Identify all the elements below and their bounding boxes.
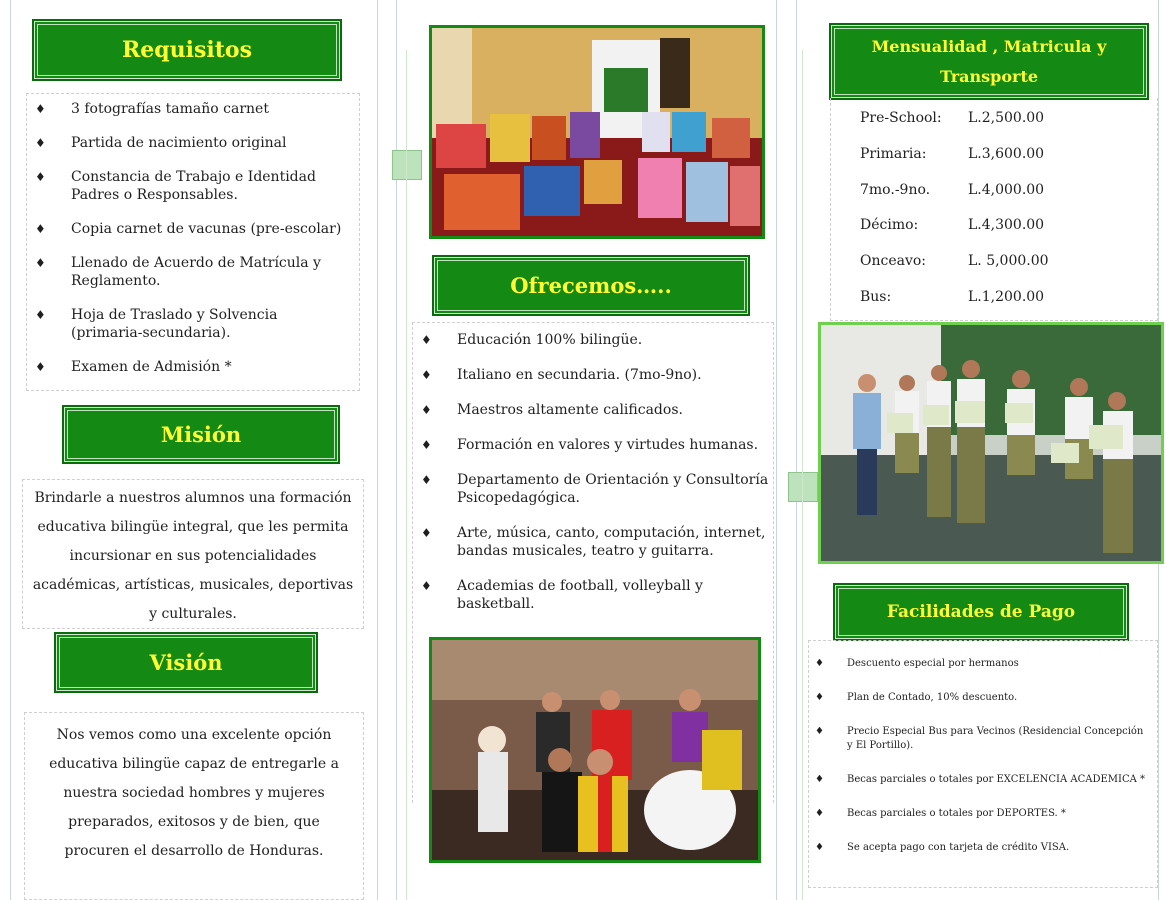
list-item: ♦ Copia carnet de vacunas (pre-escolar) xyxy=(35,221,342,237)
ofrecemos-title: Ofrecemos….. xyxy=(510,273,672,298)
requisitos-box xyxy=(26,93,360,391)
bullet-icon: ♦ xyxy=(815,842,824,853)
bullet-icon: ♦ xyxy=(815,774,824,785)
column-guide xyxy=(377,0,378,900)
list-item: ♦ Maestros altamente calificados. xyxy=(421,402,683,418)
list-item: ♦ Arte, música, canto, computación, internet, bandas musicales, teatro y guitarra. xyxy=(421,525,766,559)
mensualidad-header xyxy=(829,23,1149,100)
mision-header xyxy=(62,405,340,464)
bullet-icon: ♦ xyxy=(35,256,46,270)
list-item: ♦ Educación 100% bilingüe. xyxy=(421,332,643,348)
bullet-icon: ♦ xyxy=(35,170,46,184)
price-label: Décimo: xyxy=(860,217,919,233)
list-item: ♦ Precio Especial Bus para Vecinos (Residencial Concepción y El Portillo). xyxy=(815,726,1144,751)
bullet-icon: ♦ xyxy=(421,526,432,540)
price-value: L. 5,000.00 xyxy=(968,253,1049,269)
list-item: ♦ Examen de Admisión * xyxy=(35,359,232,375)
list-item: ♦ Becas parciales o totales por EXCELENCIA ACADEMICA * xyxy=(815,774,1146,785)
vision-title: Visión xyxy=(149,650,223,675)
vision-text: Nos vemos como una excelente opción educativa bilingüe capaz de entregarle a nuestra sociedad hombres y mujeres preparados, exitosos y de bien, que procuren el desarrollo de Honduras. xyxy=(49,727,339,859)
bullet-icon: ♦ xyxy=(35,222,46,236)
column-guide xyxy=(396,0,397,900)
facilidades-box xyxy=(808,640,1158,888)
mensualidad-box xyxy=(830,98,1158,321)
list-item: ♦ Becas parciales o totales por DEPORTES. * xyxy=(815,808,1066,819)
list-item: ♦ Academias de football, volleyball y basketball. xyxy=(421,578,703,612)
requisitos-list xyxy=(27,94,347,376)
bullet-icon: ♦ xyxy=(815,692,824,703)
vision-header xyxy=(54,632,318,693)
price-label: Primaria: xyxy=(860,146,927,162)
students-image xyxy=(821,325,1161,561)
column-guide xyxy=(796,0,797,900)
requisitos-header xyxy=(32,19,342,81)
price-value: L.2,500.00 xyxy=(968,110,1045,126)
price-label: 7mo.-9no. xyxy=(860,182,931,198)
list-item: ♦ Hoja de Traslado y Solvencia (primaria-secundaria). xyxy=(35,307,278,341)
accent-square xyxy=(392,150,422,180)
bullet-icon: ♦ xyxy=(815,658,824,669)
list-item: ♦ Constancia de Trabajo e Identidad Padres o Responsables. xyxy=(35,169,316,203)
price-value: L.4,000.00 xyxy=(968,182,1045,198)
bullet-icon: ♦ xyxy=(421,438,432,452)
price-value: L.4,300.00 xyxy=(968,217,1045,233)
price-label: Bus: xyxy=(860,289,892,305)
requisitos-title: Requisitos xyxy=(122,37,252,63)
price-label: Pre-School: xyxy=(860,110,942,126)
facilidades-title: Facilidades de Pago xyxy=(886,602,1076,622)
bullet-icon: ♦ xyxy=(35,308,46,322)
accent-square xyxy=(788,472,818,502)
ofrecemos-list xyxy=(413,323,769,613)
bullet-icon: ♦ xyxy=(815,726,824,737)
facilidades-header xyxy=(833,583,1129,641)
list-item: ♦ Descuento especial por hermanos xyxy=(815,658,1019,669)
bullet-icon: ♦ xyxy=(35,136,46,150)
bullet-icon: ♦ xyxy=(421,333,432,347)
list-item: ♦ Se acepta pago con tarjeta de crédito VISA. xyxy=(815,842,1070,853)
list-item: ♦ Plan de Contado, 10% descuento. xyxy=(815,692,1018,703)
students-photo xyxy=(818,322,1164,564)
price-value: L.3,600.00 xyxy=(968,146,1045,162)
mision-box xyxy=(22,479,364,629)
mensualidad-title: Mensualidad , Matricula y Transporte xyxy=(871,36,1107,86)
ofrecemos-header xyxy=(432,255,750,316)
list-item: ♦ 3 fotografías tamaño carnet xyxy=(35,101,269,117)
column-guide xyxy=(776,0,777,900)
bullet-icon: ♦ xyxy=(421,368,432,382)
bullet-icon: ♦ xyxy=(421,579,432,593)
mision-text: Brindarle a nuestros alumnos una formación educativa bilingüe integral, que les permita incursionar en sus potencialidades académicas, artísticas, musicales, deportivas y culturales. xyxy=(32,490,354,622)
list-item: ♦ Partida de nacimiento original xyxy=(35,135,287,151)
mision-title: Misión xyxy=(160,422,242,447)
list-item: ♦ Llenado de Acuerdo de Matrícula y Reglamento. xyxy=(35,255,321,289)
accent-line xyxy=(406,50,407,900)
price-label: Onceavo: xyxy=(860,253,927,269)
accent-line xyxy=(802,50,803,900)
bullet-icon: ♦ xyxy=(35,360,46,374)
theater-image xyxy=(432,640,758,860)
column-guide-left xyxy=(10,0,11,900)
list-item: ♦ Departamento de Orientación y Consultoría Psicopedagógica. xyxy=(421,472,769,506)
price-value: L.1,200.00 xyxy=(968,289,1045,305)
bullet-icon: ♦ xyxy=(35,102,46,116)
bullet-icon: ♦ xyxy=(815,808,824,819)
theater-photo xyxy=(429,637,761,863)
list-item: ♦ Formación en valores y virtudes humanas. xyxy=(421,437,759,453)
list-item: ♦ Italiano en secundaria. (7mo-9no). xyxy=(421,367,702,383)
art-exhibit-photo xyxy=(429,25,765,239)
art-exhibit-image xyxy=(432,28,762,236)
vision-box xyxy=(24,712,364,900)
bullet-icon: ♦ xyxy=(421,403,432,417)
facilidades-list xyxy=(809,641,1149,855)
bullet-icon: ♦ xyxy=(421,473,432,487)
